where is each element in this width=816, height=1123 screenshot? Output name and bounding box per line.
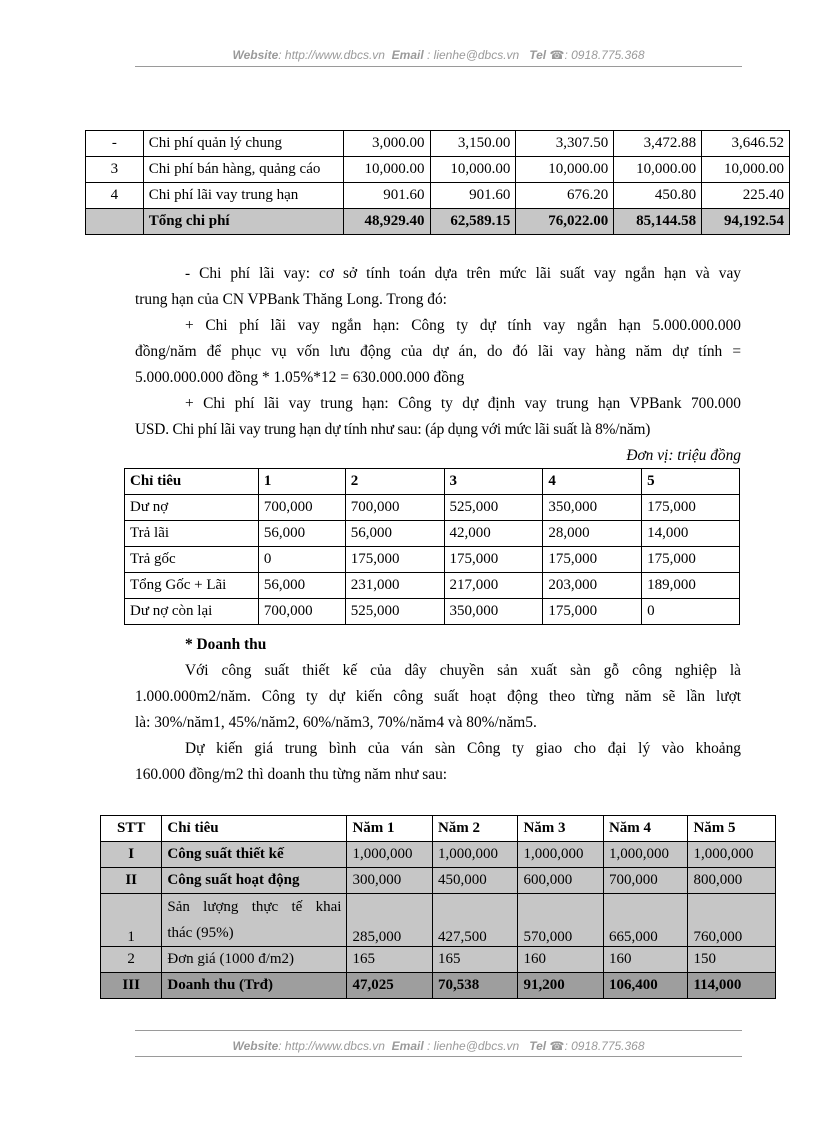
cell: 10,000.00	[430, 157, 516, 183]
cell: 175,000	[543, 599, 642, 625]
cell: 1,000,000	[347, 842, 433, 868]
header-tel: : 0918.775.368	[564, 48, 645, 62]
cell: 189,000	[642, 573, 740, 599]
cell: Trả gốc	[125, 547, 259, 573]
footer-website: : http://www.dbcs.vn	[278, 1039, 385, 1053]
cell: 760,000	[688, 894, 776, 947]
cell: Doanh thu (Trđ)	[162, 973, 347, 999]
table-row	[86, 131, 790, 157]
cell: 114,000	[688, 973, 776, 999]
text-line: Dự kiến giá trung bình của ván sàn Công ty giao cho đại lý vào khoảng	[185, 740, 741, 757]
column-header: Năm 5	[688, 816, 776, 842]
cell: Dư nợ	[125, 495, 259, 521]
revenue-paragraph	[135, 632, 741, 788]
table-row	[101, 947, 776, 973]
column-header: STT	[101, 816, 162, 842]
header-website: : http://www.dbcs.vn	[278, 48, 385, 62]
cell: 160	[518, 947, 604, 973]
cell: 42,000	[444, 521, 543, 547]
table-row	[125, 599, 740, 625]
cell: Đơn giá (1000 đ/m2)	[162, 947, 347, 973]
text-line: + Chi phí lãi vay ngắn hạn: Công ty dự tính vay ngắn hạn 5.000.000.000	[185, 317, 741, 334]
cell: 350,000	[444, 599, 543, 625]
footer-rule	[135, 1030, 742, 1031]
cell: 106,400	[603, 973, 688, 999]
cell: 450,000	[432, 868, 518, 894]
column-header: Năm 2	[432, 816, 518, 842]
cell: 10,000.00	[702, 157, 790, 183]
cell: 3,150.00	[430, 131, 516, 157]
cell: 0	[258, 547, 345, 573]
cell: Công suất thiết kế	[162, 842, 347, 868]
cell: 231,000	[345, 573, 444, 599]
table-row	[101, 868, 776, 894]
total-row	[101, 973, 776, 999]
table-header-row	[125, 469, 740, 495]
cell: Tổng Gốc + Lãi	[125, 573, 259, 599]
column-header: 3	[444, 469, 543, 495]
section-heading: * Doanh thu	[185, 636, 267, 653]
cell: 94,192.54	[702, 209, 790, 235]
cell: 450.80	[614, 183, 702, 209]
cell: I	[101, 842, 162, 868]
phone-icon: ☎	[549, 48, 565, 62]
cell: 56,000	[258, 521, 345, 547]
text-line: 5.000.000.000 đồng * 1.05%*12 = 630.000.000 đồng	[135, 369, 465, 386]
cell: Công suất hoạt động	[162, 868, 347, 894]
header-tel-label: Tel	[529, 48, 547, 62]
column-header: 5	[642, 469, 740, 495]
cell: 175,000	[642, 547, 740, 573]
cell: Chi phí lãi vay trung hạn	[143, 183, 343, 209]
cell: 150	[688, 947, 776, 973]
table-header-row	[101, 816, 776, 842]
cell: 91,200	[518, 973, 604, 999]
column-header: Năm 4	[603, 816, 688, 842]
cell: 56,000	[258, 573, 345, 599]
cell: 175,000	[543, 547, 642, 573]
page-footer	[135, 1039, 742, 1053]
footer-website-label: Website	[232, 1039, 279, 1053]
header-website-label: Website	[232, 48, 279, 62]
cell: 700,000	[258, 599, 345, 625]
cost-table	[85, 130, 790, 235]
cell: 3	[86, 157, 144, 183]
cell: 14,000	[642, 521, 740, 547]
cell-line: Sản lượng thực tế khai	[167, 899, 342, 915]
cell: 1	[101, 894, 162, 947]
footer-tel: : 0918.775.368	[564, 1039, 645, 1053]
cell: 285,000	[347, 894, 433, 947]
footer-email: : lienhe@dbcs.vn	[427, 1039, 520, 1053]
cell: 62,589.15	[430, 209, 516, 235]
table-row	[86, 157, 790, 183]
cell: 3,000.00	[343, 131, 430, 157]
column-header: 2	[345, 469, 444, 495]
cell: 525,000	[345, 599, 444, 625]
text-line: Với công suất thiết kế của dây chuyền sản xuất sàn gỗ công nghiệp là	[185, 662, 741, 679]
cell: 427,500	[432, 894, 518, 947]
cell: 165	[347, 947, 433, 973]
cell: 4	[86, 183, 144, 209]
cell: Trả lãi	[125, 521, 259, 547]
phone-icon: ☎	[549, 1039, 565, 1053]
cell: 10,000.00	[614, 157, 702, 183]
cell: 85,144.58	[614, 209, 702, 235]
text-line: USD. Chi phí lãi vay trung hạn dự tính như sau: (áp dụng với mức lãi suất là 8%/năm)	[135, 421, 651, 438]
table-row	[101, 894, 776, 947]
cell: Dư nợ còn lại	[125, 599, 259, 625]
cell: 0	[642, 599, 740, 625]
text-line: trung hạn của CN VPBank Thăng Long. Trong đó:	[135, 291, 447, 308]
cell: 3,307.50	[516, 131, 614, 157]
cell: Tổng chi phí	[143, 209, 343, 235]
cell: -	[86, 131, 144, 157]
cell: 800,000	[688, 868, 776, 894]
cell: 676.20	[516, 183, 614, 209]
cell: 1,000,000	[688, 842, 776, 868]
cell: 217,000	[444, 573, 543, 599]
cell: 203,000	[543, 573, 642, 599]
cell: 2	[101, 947, 162, 973]
page-header	[135, 48, 742, 62]
cell: 3,646.52	[702, 131, 790, 157]
cell: II	[101, 868, 162, 894]
cell: 175,000	[642, 495, 740, 521]
text-line: là: 30%/năm1, 45%/năm2, 60%/năm3, 70%/năm4 và 80%/năm5.	[135, 714, 537, 731]
unit-label: Đơn vị: triệu đồng	[626, 447, 741, 464]
cell: 47,025	[347, 973, 433, 999]
text-line: 1.000.000m2/năm. Công ty dự kiến công suất hoạt động theo từng năm sẽ lần lượt	[135, 688, 741, 705]
footer-bottom-rule	[135, 1056, 742, 1057]
text-line: đồng/năm để phục vụ vốn lưu động của dự án, do đó lãi vay hàng năm dự tính =	[135, 343, 741, 360]
cell: 901.60	[343, 183, 430, 209]
header-rule	[135, 66, 742, 67]
text-line: + Chi phí lãi vay trung hạn: Công ty dự định vay trung hạn VPBank 700.000	[185, 395, 741, 412]
loan-table	[124, 468, 740, 625]
column-header: Năm 3	[518, 816, 604, 842]
cell: 1,000,000	[432, 842, 518, 868]
cell: 56,000	[345, 521, 444, 547]
cell: 600,000	[518, 868, 604, 894]
table-row	[125, 495, 740, 521]
column-header: Chỉ tiêu	[162, 816, 347, 842]
column-header: 1	[258, 469, 345, 495]
cell: 300,000	[347, 868, 433, 894]
cell: 70,538	[432, 973, 518, 999]
header-email: : lienhe@dbcs.vn	[427, 48, 520, 62]
cell: 48,929.40	[343, 209, 430, 235]
cell: 1,000,000	[603, 842, 688, 868]
cell: 160	[603, 947, 688, 973]
table-row	[86, 183, 790, 209]
table-row	[125, 547, 740, 573]
cell: 10,000.00	[343, 157, 430, 183]
cell-line: thác (95%)	[167, 925, 234, 941]
cell: 76,022.00	[516, 209, 614, 235]
cell: 1,000,000	[518, 842, 604, 868]
cell: 901.60	[430, 183, 516, 209]
column-header: Chỉ tiêu	[125, 469, 259, 495]
table-row	[101, 842, 776, 868]
column-header: Năm 1	[347, 816, 433, 842]
column-header: 4	[543, 469, 642, 495]
cell: 10,000.00	[516, 157, 614, 183]
cell: 700,000	[258, 495, 345, 521]
header-email-label: Email	[391, 48, 424, 62]
cell: 3,472.88	[614, 131, 702, 157]
cell: 175,000	[444, 547, 543, 573]
interest-paragraph	[135, 261, 741, 469]
text-line: - Chi phí lãi vay: cơ sở tính toán dựa trên mức lãi suất vay ngắn hạn và vay	[185, 265, 741, 282]
cell: 28,000	[543, 521, 642, 547]
cell	[162, 894, 347, 947]
text-line: 160.000 đồng/m2 thì doanh thu từng năm như sau:	[135, 766, 448, 783]
footer-tel-label: Tel	[529, 1039, 547, 1053]
cell: 700,000	[603, 868, 688, 894]
total-row	[86, 209, 790, 235]
cell: III	[101, 973, 162, 999]
cell: 525,000	[444, 495, 543, 521]
cell: 165	[432, 947, 518, 973]
cell: 665,000	[603, 894, 688, 947]
cell: 700,000	[345, 495, 444, 521]
cell: 175,000	[345, 547, 444, 573]
table-row	[125, 521, 740, 547]
cell: 225.40	[702, 183, 790, 209]
cell: Chi phí quản lý chung	[143, 131, 343, 157]
footer-email-label: Email	[391, 1039, 424, 1053]
cell	[86, 209, 144, 235]
cell: 570,000	[518, 894, 604, 947]
table-row	[125, 573, 740, 599]
cell: 350,000	[543, 495, 642, 521]
cell: Chi phí bán hàng, quảng cáo	[143, 157, 343, 183]
revenue-table	[100, 815, 776, 999]
